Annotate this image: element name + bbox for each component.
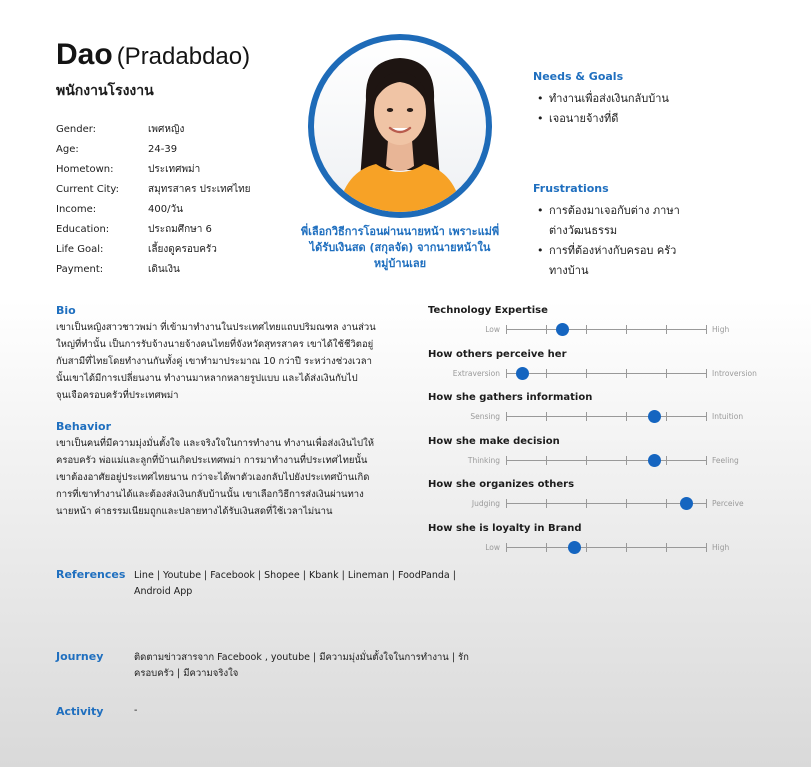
slider-right-label: Intuition <box>712 412 744 421</box>
bio-title: Bio <box>56 304 76 317</box>
slider-knob <box>556 323 569 336</box>
slider-left-label: Sensing <box>470 412 500 421</box>
frustrations-section <box>533 182 793 281</box>
demographic-value: เพศหญิง <box>148 124 185 135</box>
frustrations-item: • การที่ต้องห่างกับครอบ ครัวทางบ้าน <box>533 241 693 281</box>
slider-tick <box>506 369 507 378</box>
bio-section <box>56 304 376 404</box>
slider <box>428 322 758 338</box>
demographic-label: Payment: <box>56 264 104 275</box>
demographics-list <box>56 122 306 282</box>
needs-goals-item: • ทำงานเพื่อส่งเงินกลับบ้าน <box>533 89 793 109</box>
demographic-value: เดินเงิน <box>148 264 180 275</box>
slider-knob <box>680 497 693 510</box>
persona-name-line <box>56 38 250 72</box>
demographic-row <box>56 242 306 262</box>
slider-track <box>506 547 706 548</box>
persona-full-name: (Pradabdao) <box>116 43 251 70</box>
slider-block <box>428 523 758 567</box>
persona-role: พนักงานโรงงาน <box>56 83 154 99</box>
persona-name: Dao <box>56 38 113 71</box>
slider-track <box>506 503 706 504</box>
demographic-value: ประเทศพม่า <box>148 164 201 175</box>
slider-tick <box>586 412 587 421</box>
slider-right-label: Feeling <box>712 455 739 465</box>
slider-knob <box>648 454 661 467</box>
slider-tick <box>506 456 507 465</box>
slider-track <box>506 373 706 374</box>
slider-block <box>428 436 758 480</box>
slider-block <box>428 349 758 393</box>
frustrations-item: • การต้องมาเจอกับต่าง ภาษา ต่างวัฒนธรรม <box>533 201 693 241</box>
slider-knob <box>516 367 529 380</box>
demographic-row <box>56 142 306 162</box>
slider-tick <box>626 499 627 508</box>
demographic-value: 24-39 <box>148 144 178 155</box>
persona-portrait-illustration <box>314 40 486 212</box>
demographic-label: Current City: <box>56 184 119 195</box>
demographic-value: สมุทรสาคร ประเทศไทย <box>148 184 251 195</box>
slider-right-label: High <box>712 542 730 552</box>
slider-title: How she make decision <box>428 435 560 447</box>
slider-tick <box>626 369 627 378</box>
slider-tick <box>666 325 667 334</box>
behavior-title: Behavior <box>56 420 112 433</box>
behavior-text: เขาเป็นคนที่มีความมุ่งมั่นตั้งใจ และจริงใจในการทำงาน ทำงานเพื่อส่งเงินไปให้ครอบครัว พ่อแม่และลูกที่บ้านเกิดประเทศพม่า การมาทำงานที่ประเทศไทยนั้น เขาต้องอาศัยอยู่ประเทศไทยนาน กว่าจะได้พาตัวเองกลับไปยังประเทศบ้านเกิด การที่เขาทำงานได้และต้องส่งเงินกลับบ้านนั้น เขาเลือกวิธีการส่งเงินผ่านทางนายหน้า ค่าธรรมเนียมถูกและปลายทางได้รับเงินสดที่ใช้เวลาไม่นาน <box>56 438 374 517</box>
slider-knob <box>568 541 581 554</box>
demographic-row <box>56 202 306 222</box>
slider-block <box>428 305 758 349</box>
slider-tick <box>626 456 627 465</box>
demographic-row <box>56 182 306 202</box>
slider-tick <box>706 499 707 508</box>
slider-left-label: Low <box>485 325 500 334</box>
slider-tick <box>706 543 707 552</box>
demographic-row <box>56 262 306 282</box>
needs-goals-section <box>533 70 793 129</box>
slider-tick <box>586 456 587 465</box>
slider-tick <box>706 456 707 465</box>
slider-right-label: Perceive <box>712 499 744 508</box>
slider-tick <box>706 369 707 378</box>
slider-right-label: Introversion <box>712 368 757 378</box>
demographic-label: Hometown: <box>56 164 114 175</box>
slider-block <box>428 392 758 436</box>
slider-block <box>428 479 758 523</box>
slider-tick <box>586 499 587 508</box>
slider-tick <box>666 369 667 378</box>
slider-tick <box>546 543 547 552</box>
slider-left-label: Thinking <box>467 455 500 465</box>
frustrations-list <box>533 201 693 281</box>
bio-text: เขาเป็นหญิงสาวชาวพม่า ที่เข้ามาทำงานในประเทศไทยแถบปริมณฑล งานส่วนใหญ่ที่ทำนั้น เป็นการรับจ้างนายจ้างคนไทยที่จังหวัดสุทรสาคร เขาได้ใช้ชีวิตอยู่กับสามีที่ไทยโดยทำงานกันทั้งคู่ เขาทำมาประมาณ 10 กว่าปี ระหว่างช่วงเวลานั้นเขาได้มีการเปลี่ยนงาน ทำงานมาหลากหลายรูปแบบ และได้ส่งเงินกับไปจุนเจือครอบครัวที่ประเทศพม่า <box>56 322 376 401</box>
needs-goals-title: Needs & Goals <box>533 70 624 83</box>
slider-left-label: Low <box>485 542 500 552</box>
slider-tick <box>546 325 547 334</box>
demographic-row <box>56 162 306 182</box>
slider <box>428 409 758 425</box>
journey-title: Journey <box>56 650 104 663</box>
slider-title: How she organizes others <box>428 479 575 490</box>
references-title: References <box>56 568 126 581</box>
slider-tick <box>626 543 627 552</box>
slider-tick <box>506 543 507 552</box>
slider-title: Technology Expertise <box>428 305 548 316</box>
demographic-label: Education: <box>56 224 110 235</box>
demographic-label: Life Goal: <box>56 244 104 255</box>
demographic-row <box>56 122 306 142</box>
slider-tick <box>546 499 547 508</box>
slider <box>428 540 758 556</box>
slider-tick <box>546 369 547 378</box>
slider-knob <box>648 410 661 423</box>
slider-tick <box>506 412 507 421</box>
behavior-section <box>56 420 376 520</box>
slider-tick <box>586 369 587 378</box>
slider-left-label: Extraversion <box>452 368 500 378</box>
slider <box>428 366 758 382</box>
demographic-label: Income: <box>56 204 97 215</box>
demographic-value: ประถมศึกษา 6 <box>148 224 212 235</box>
slider <box>428 496 758 512</box>
slider-tick <box>666 543 667 552</box>
slider-tick <box>626 325 627 334</box>
slider-tick <box>626 412 627 421</box>
slider-tick <box>666 456 667 465</box>
slider-tick <box>706 412 707 421</box>
slider-tick <box>666 412 667 421</box>
demographic-value: เลี้ยงดูครอบครัว <box>148 244 217 255</box>
slider-tick <box>546 456 547 465</box>
persona-photo <box>308 34 492 218</box>
references-text: Line | Youtube | Facebook | Shopee | Kbank | Lineman | FoodPanda | Android App <box>134 570 456 597</box>
slider-tick <box>506 499 507 508</box>
demographic-value: 400/วัน <box>148 204 183 215</box>
slider-tick <box>546 412 547 421</box>
slider-track <box>506 329 706 330</box>
slider-tick <box>586 325 587 334</box>
personality-sliders <box>428 305 758 566</box>
journey-text: ติดตามข่าวสารจาก Facebook , youtube | มีความมุ่งมั่นตั้งใจในการทำงาน | รักครอบครัว | มีความจริงใจ <box>134 652 469 679</box>
needs-goals-item: • เจอนายจ้างที่ดี <box>533 109 793 129</box>
slider-title: How she is loyalty in Brand <box>428 522 582 534</box>
demographic-label: Gender: <box>56 124 97 135</box>
slider-title: How others perceive her <box>428 348 567 360</box>
activity-text: - <box>134 705 138 716</box>
slider-right-label: High <box>712 325 730 334</box>
slider-track <box>506 460 706 461</box>
persona-quote: พี่เลือกวิธีการโอนผ่านนายหน้า เพราะแม่พี่ได้รับเงินสด (สกุลจัด) จากนายหน้าในหมู่บ้านเลย <box>300 225 500 270</box>
activity-title: Activity <box>56 705 104 718</box>
slider-tick <box>706 325 707 334</box>
needs-goals-list <box>533 89 793 129</box>
slider <box>428 453 758 469</box>
frustrations-title: Frustrations <box>533 182 609 195</box>
slider-left-label: Judging <box>471 499 500 508</box>
demographic-label: Age: <box>56 144 79 155</box>
slider-tick <box>666 499 667 508</box>
demographic-row <box>56 222 306 242</box>
slider-track <box>506 416 706 417</box>
slider-tick <box>586 543 587 552</box>
slider-title: How she gathers information <box>428 392 593 403</box>
slider-tick <box>506 325 507 334</box>
